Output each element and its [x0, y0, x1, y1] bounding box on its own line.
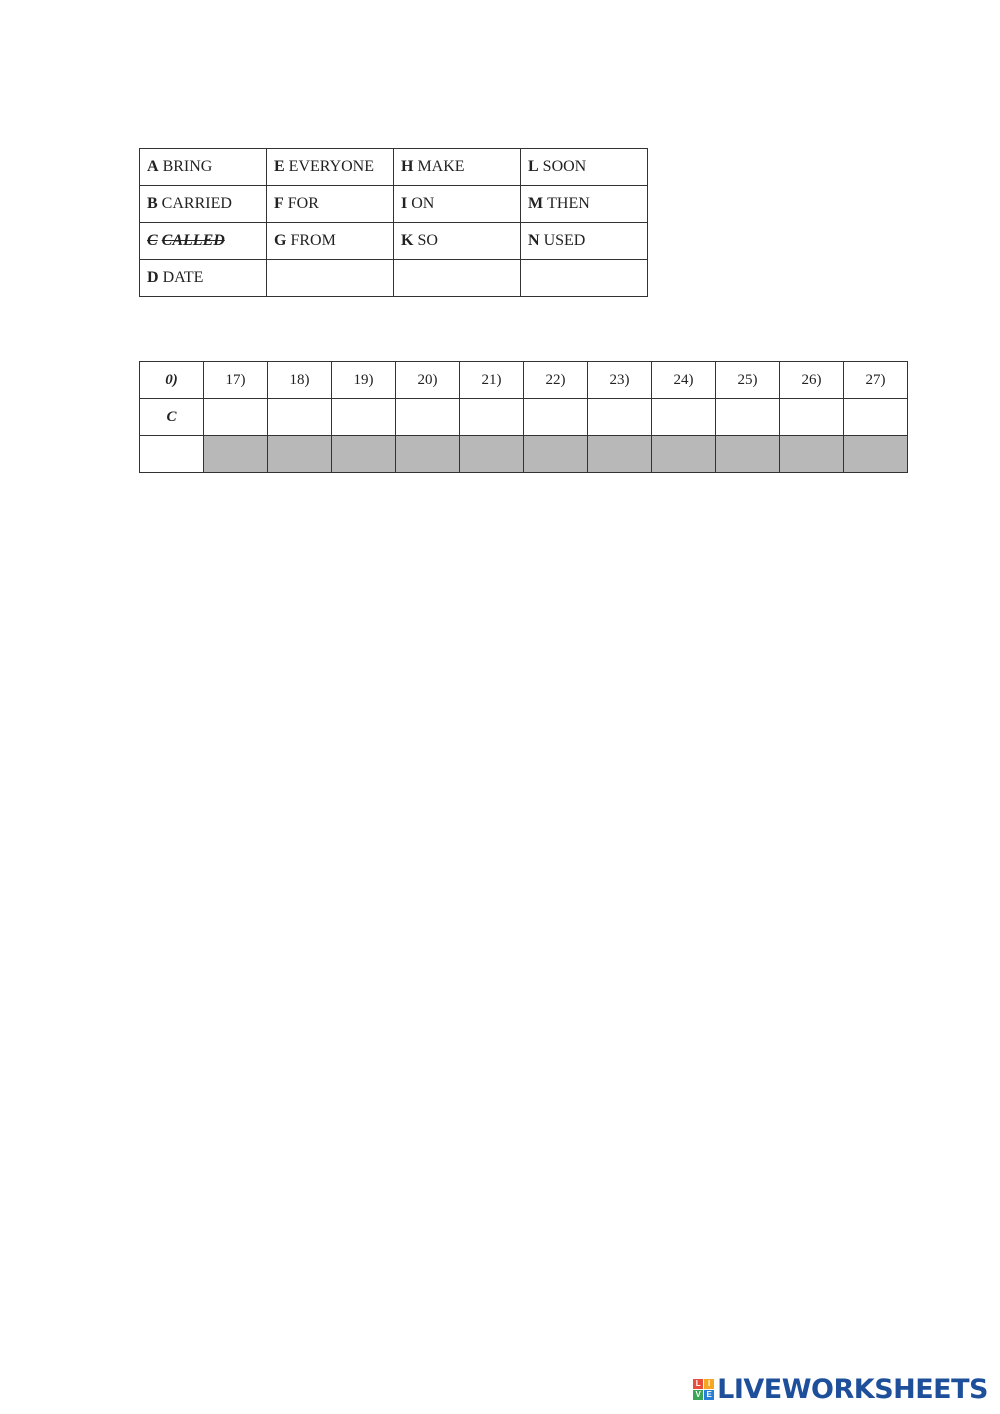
word-option-c — [140, 223, 267, 260]
word-bank-row — [140, 186, 648, 223]
question-number-26: 26) — [780, 362, 844, 399]
answer-input-27[interactable] — [844, 399, 907, 435]
word-bank-table — [139, 148, 648, 297]
shaded-cell-19 — [332, 436, 396, 473]
answer-cell-18[interactable] — [268, 399, 332, 436]
shaded-cell-17 — [204, 436, 268, 473]
answer-input-20[interactable] — [396, 399, 459, 435]
word-option-word: ON — [411, 195, 435, 212]
answer-cell-20[interactable] — [396, 399, 460, 436]
word-option-h — [394, 149, 521, 186]
answer-input-26[interactable] — [780, 399, 843, 435]
shaded-row — [140, 436, 908, 473]
word-option-word: CALLED — [161, 232, 225, 249]
word-option-letter: G — [274, 232, 287, 249]
word-bank-body — [140, 149, 648, 297]
word-option-word: SO — [417, 232, 438, 249]
word-option-letter: K — [401, 232, 414, 249]
answer-input-25[interactable] — [716, 399, 779, 435]
word-option-i — [394, 186, 521, 223]
answer-cell-26[interactable] — [780, 399, 844, 436]
word-option-m — [521, 186, 648, 223]
question-number-21: 21) — [460, 362, 524, 399]
logo-mark-tile: L — [693, 1379, 703, 1389]
word-option-word: FOR — [287, 195, 319, 212]
answer-input-17[interactable] — [204, 399, 267, 435]
shaded-cell-22 — [524, 436, 588, 473]
word-option-a — [140, 149, 267, 186]
word-option-letter: L — [528, 158, 539, 175]
word-option-letter: D — [147, 269, 159, 286]
word-bank-row — [140, 260, 648, 297]
word-option-word: USED — [543, 232, 586, 249]
logo-mark-tile: V — [693, 1390, 703, 1400]
word-option-letter: N — [528, 232, 540, 249]
word-option-letter: B — [147, 195, 158, 212]
question-number-18: 18) — [268, 362, 332, 399]
shaded-cell-21 — [460, 436, 524, 473]
word-bank-row — [140, 149, 648, 186]
word-option-d — [140, 260, 267, 297]
word-option-word: DATE — [162, 269, 204, 286]
word-option-word: CARRIED — [161, 195, 232, 212]
word-option-word: THEN — [547, 195, 590, 212]
answer-input-21[interactable] — [460, 399, 523, 435]
answer-input-19[interactable] — [332, 399, 395, 435]
answer-cell-23[interactable] — [588, 399, 652, 436]
answer-cell-27[interactable] — [844, 399, 908, 436]
logo-wordmark: LIVEWORKSHEETS — [717, 1373, 988, 1405]
answer-cell-19[interactable] — [332, 399, 396, 436]
answer-row — [140, 399, 908, 436]
shaded-cell-18 — [268, 436, 332, 473]
answer-input-23[interactable] — [588, 399, 651, 435]
example-answer: C — [140, 399, 204, 436]
word-option-letter: H — [401, 158, 414, 175]
question-number-row — [140, 362, 908, 399]
word-option-word: EVERYONE — [288, 158, 374, 175]
example-label: 0) — [140, 362, 204, 399]
word-option-b — [140, 186, 267, 223]
answer-cell-24[interactable] — [652, 399, 716, 436]
shaded-cell-24 — [652, 436, 716, 473]
word-option-letter: C — [147, 232, 158, 249]
question-number-20: 20) — [396, 362, 460, 399]
question-number-22: 22) — [524, 362, 588, 399]
shaded-cell-20 — [396, 436, 460, 473]
word-option-letter: I — [401, 195, 408, 212]
answer-cell-25[interactable] — [716, 399, 780, 436]
word-option-letter: F — [274, 195, 284, 212]
answer-input-22[interactable] — [524, 399, 587, 435]
logo-mark-tile: E — [704, 1390, 714, 1400]
question-number-27: 27) — [844, 362, 908, 399]
shaded-row-first-cell — [140, 436, 204, 473]
liveworksheets-logo — [693, 1372, 988, 1406]
word-option-word: MAKE — [417, 158, 465, 175]
shaded-cell-26 — [780, 436, 844, 473]
word-option-k — [394, 223, 521, 260]
word-option-g — [267, 223, 394, 260]
word-option-f — [267, 186, 394, 223]
logo-mark-icon — [693, 1379, 714, 1400]
question-number-23: 23) — [588, 362, 652, 399]
question-number-19: 19) — [332, 362, 396, 399]
word-option-letter: E — [274, 158, 285, 175]
word-option-l — [521, 149, 648, 186]
word-option-word: FROM — [290, 232, 336, 249]
shaded-cell-27 — [844, 436, 908, 473]
answer-input-18[interactable] — [268, 399, 331, 435]
word-option-empty — [394, 260, 521, 297]
question-number-25: 25) — [716, 362, 780, 399]
word-option-empty — [521, 260, 648, 297]
word-option-letter: M — [528, 195, 544, 212]
word-option-letter: A — [147, 158, 159, 175]
answer-cell-22[interactable] — [524, 399, 588, 436]
answer-input-24[interactable] — [652, 399, 715, 435]
question-number-24: 24) — [652, 362, 716, 399]
word-option-n — [521, 223, 648, 260]
word-option-word: BRING — [162, 158, 213, 175]
word-option-word: SOON — [542, 158, 587, 175]
shaded-cell-25 — [716, 436, 780, 473]
question-number-17: 17) — [204, 362, 268, 399]
word-option-empty — [267, 260, 394, 297]
answer-grid-table — [139, 361, 908, 473]
word-bank-row — [140, 223, 648, 260]
shaded-cell-23 — [588, 436, 652, 473]
logo-mark-tile: I — [704, 1379, 714, 1389]
word-option-e — [267, 149, 394, 186]
answer-cell-17[interactable] — [204, 399, 268, 436]
answer-cell-21[interactable] — [460, 399, 524, 436]
